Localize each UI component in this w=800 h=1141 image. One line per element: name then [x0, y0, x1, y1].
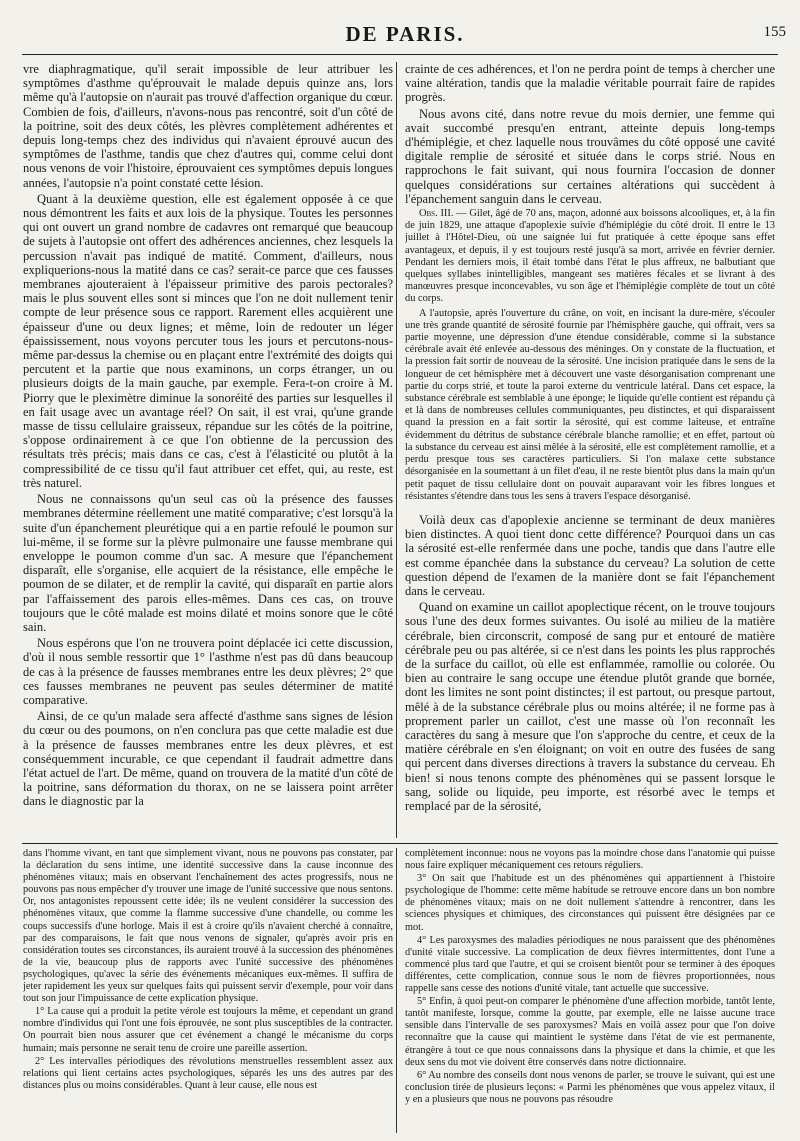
footnote-paragraph: 3° On sait que l'habitude est un des phénomènes qui appartiennent à l'histoire psychologique de l'homme: cette même habitude se retrouve encore dans un bon nombre de phénomènes vitaux; mais on ne doit nullement s'attendre à rencontrer, dans les sciences physiques et chimiques, des circonstances qui puissent être désignées par ce mot. [405, 873, 775, 933]
footnote-paragraph: complètement inconnue: nous ne voyons pas la moindre chose dans l'anatomie qui puisse nous faire expliquer mécaniquement ces retours réguliers. [405, 848, 775, 872]
paragraph: vre diaphragmatique, qu'il serait impossible de leur attribuer les symptômes d'asthme qu'éprouvait le malade depuis quinze ans, lors même qu'à l'autopsie on n'aurait pas trouvé d'affection organique du cœur. Combien de fois, d'ailleurs, n'avons-nous pas rencontré, soit d'un côté de la poitrine, soit des deux côtés, les plèvres complètement adhérentes et depuis long-temps chez des individus qui n'avaient éprouvé aucun des symptômes de l'asthme, tandis que chez d'autres qui, comme celui dont nous venons de voir l'histoire, éprouvaient ces symptômes depuis longues années, l'autopsie n'a point constaté cette lésion. [23, 62, 393, 190]
paragraph: Nous ne connaissons qu'un seul cas où la présence des fausses membranes détermine réellement une matité comparative; c'est lorsqu'à la suite d'un épanchement pleurétique qui a en partie refoulé le poumon sur lui-même, il se forme sur la plèvre pulmonaire une fausse membrane qui enveloppe le poumon comme d'un sac. A mesure que l'épanchement disparaît, elle s'organise, elle acquiert de la résistance, elle empêche le poumon de se dilater, et de remplir la cavité, qui disparaît en partie alors par l'affaissement des parois elles-mêmes. Dans ces cas, on trouve toujours que le côté malade est moins dilaté et moins sonore que le côté sain. [23, 492, 393, 634]
header-rule [22, 54, 778, 55]
footnote-rule [22, 843, 778, 844]
left-column [23, 62, 393, 842]
footnote-left-column [23, 848, 393, 1133]
footnote-divider [396, 848, 397, 1133]
column-divider [396, 62, 397, 838]
right-column [405, 62, 775, 842]
footnote-paragraph: 2° Les intervalles périodiques des révolutions menstruelles ressemblent assez aux relations qui lient certains actes psychologiques, séparés les uns des autres par des distances plus ou moins considérables. Quant à leur cause, elle nous est [23, 1055, 393, 1091]
paragraph: Quant à la deuxième question, elle est également opposée à ce que nous démontrent les faits et aux lois de la physique. Toutes les personnes qui ont ouvert un grand nombre de cadavres ont remarqué que beaucoup de sujets à l'autopsie ont offert des adhérences anciennes, chez lesquels la percussion n'avait pas indiqué de matité. Comment, d'ailleurs, nous expliquerions-nous la matité dans ce cas? serait-ce parce que ces fausses membranes ajouteraient à l'épaisseur primitive des parois pectorales? mais le plus souvent elles sont si minces que l'on ne doit nullement tenir compte de leur présence sous ce rapport. Rarement elles acquièrent une épaisseur d'une ou deux lignes; et même, loin de redouter un léger épaississement, nous voyons percuter tous les jours et percutons-nous-même par-dessus la chemise ou en plaçant entre l'extrémité des doigts qui percutent et la partie que nous examinons, un corps étranger, un ou plusieurs doigts de la main gauche, par exemple. Fera-t-on croire à M. Piorry que le pleximètre diminue la sonoréité des parties sur lesquelles il en fait usage avec un avantage réel? On sait, il est vrai, qu'une grande masse de tissu cellulaire graisseux, répandue sur les côtés de la poitrine, s'oppose ordinairement à ce que l'on obtienne de la percussion des résultats très précis; mais dans ce cas, c'est à l'élasticité ou plutôt à la compressibilité de ce tissu qu'il faut attribuer cet effet, qui, au reste, est très naturel. [23, 191, 393, 490]
page-number: 155 [763, 24, 786, 40]
page-header [20, 22, 790, 48]
footnote-paragraph: dans l'homme vivant, en tant que simplement vivant, nous ne pouvons pas constater, par la déclaration du sens intime, une identité successive dans la cause inconnue des phénomènes vitaux; mais en observant l'enchaînement des actes progressifs, nous ne pouvons pas nous empêcher d'y trouver une image de l'unité successive que nous sentons. Or, nos antagonistes repoussent cette idée; ils ne veulent considérer la succession des phénomènes vitaux, que comme la flamme successive d'une chandelle, ou comme les coups successifs d'une horloge. Mais il est à croire qu'ils n'avaient cherché à connaître, par des comparaisons, le fait que nous venons de signaler, qu'après avoir pris en considération toutes ses circonstances, ils auraient trouvé à la succession des phénomènes de la vie, beaucoup plus de rapports avec l'unité successive des phénomènes psychologiques, qu'avec la série des événements mécaniques eux-mêmes. Il suffira de jeter rapidement les yeux sur quelques faits qui puissent servir d'exemple, pour voir dans tout son jour l'impuissance de cette explication physique. [23, 848, 393, 1005]
page-title: DE PARIS. [345, 22, 465, 46]
footnote-paragraph: 1° La cause qui a produit la petite vérole est toujours la même, et cependant un grand nombre d'individus qui l'ont une fois éprouvée, ne sont plus susceptibles de la contracter. On pourrait bien nous assurer que cet événement a changé le mécanisme du corps humain; mais personne ne serait tenu de croire une pareille assertion. [23, 1006, 393, 1054]
paragraph: Voilà deux cas d'apoplexie ancienne se terminant de deux manières bien distinctes. A quoi tient donc cette différence? Pourquoi dans un cas la sérosité est-elle renfermée dans une poche, tandis que dans l'autre elle est comme épanchée dans la substance du cerveau? La solution de cette question dépend de l'examen de la manière dont se fait l'épanchement dans le cerveau. [405, 512, 775, 598]
footnote-paragraph: 4° Les paroxysmes des maladies périodiques ne nous paraissent que des phénomènes d'unité vitale successive. La complication de deux fièvres intermittentes, dont l'une a commencé plus tard que l'autre, et qui se croisent bientôt pour se terminer à des époques différentes, cette complication, connue sous le nom de fièvres proportionnées, nous rappelle sans cesse des notions d'unité vitale, tant actuelle que successive. [405, 934, 775, 995]
paragraph: Nous espérons que l'on ne trouvera point déplacée ici cette discussion, d'où il nous semble ressortir que 1° l'asthme n'est pas dû dans beaucoup de cas à la présence de fausses membranes entre les deux plèvres; 2° que ces fausses membranes ne peuvent pas seules déterminer de matité comparative. [23, 636, 393, 707]
paragraph: Ainsi, de ce qu'un malade sera affecté d'asthme sans signes de lésion du cœur ou des poumons, on n'en conclura pas que cette maladie est due à la présence de fausses membranes entre les deux plèvres, et est conséquemment incurable, ce que cependant il faudrait admettre dans l'état actuel de l'art. De même, quand on trouvera de la matité d'un côté de la poitrine, sans déformation du thorax, on ne se laissera point arrêter dans le diagnostic par la [23, 709, 393, 809]
observation-paragraph [405, 208, 775, 306]
observation-text: — Gilet, âgé de 70 ans, maçon, adonné aux boissons alcooliques, et, à la fin de juin 1829, une attaque d'apoplexie suivie d'hémiplégie du côté droit. Il entre le 13 juillet à l'Hôtel-Dieu, où une saignée lui fut pratiquée à cette époque sans effet avantageux, et depuis, il y est toujours resté jusqu'à sa mort, arrivée en février dernier. Pendant les derniers mois, il était tombé dans l'état le plus affreux, ne balbutiant que quelques syllabes inintelligibles, mangeant ses matières fécales et se livrant à des manœuvres presque inconcevables, vu son âge et l'hémiplégie complète de tout un côté du corps. [405, 208, 775, 305]
footnote-right-column [405, 848, 775, 1133]
paragraph: Quand on examine un caillot apoplectique récent, on le trouve toujours sous l'une des deux formes suivantes. Ou isolé au milieu de la matière cérébrale, bien circonscrit, composé de sang pur et entouré de matière cérébrale peu ou pas altérée, si ce n'est dans les points les plus rapprochés de la surface du caillot, où elle est enflammée, ramollie ou colorée. Ou bien au contraire le sang occupe une étendue plutôt grande que bornée, dont les limites ne sont point distinctes; il est partout, ou presque partout, mêlé à de la substance cérébrale plus ou moins altérée; il ne forme pas à proprement parler un caillot, c'est une masse où l'on reconnaît les caractères du sang à mesure que l'on s'approche du centre, et ceux de la matière cérébrale en s'en éloignant; on voit en outre des fusées de sang qui percent dans diverses directions à travers la substance du cerveau. Eh bien! si nous tenons compte des phénomènes qui se passent lorsque le sang, solide ou liquide, peu importe, est résorbé avec le temps et remplacé par de la sérosité, [405, 600, 775, 813]
paragraph: Nous avons cité, dans notre revue du mois dernier, une femme qui avait succombé presqu'en entrant, atteinte depuis long-temps d'hémiplégie, et chez laquelle nous trouvâmes du côté opposé une cavité digitale remplie de sérosité et située dans le corps strié. Nous en rapprochons le fait suivant, qui nous fournira l'occasion de donner quelques considérations sur certaines altérations qui succèdent à l'épanchement sanguin dans le cerveau. [405, 106, 775, 206]
footnote-paragraph: 5° Enfin, à quoi peut-on comparer le phénomène d'une affection morbide, tantôt lente, tantôt manifeste, lorsque, comme la goutte, par exemple, elle ne laisse aucune trace sensible dans l'intervalle de ses paroxysmes? Mais en voilà assez pour que l'on doive reconnaître que la cause qui maintient le système dans l'état de vie est permanente, étrangère à tout ce que nous connaissons dans la physique et dans la chimie, et que les deux sens du mot vie doivent être conservés dans notre dictionnaire. [405, 996, 775, 1068]
footnote-paragraph: 6° Au nombre des conseils dont nous venons de parler, se trouve le suivant, qui est une conclusion tirée de plusieurs leçons: « Parmi les phénomènes que vous appelez vitaux, il y en a plusieurs que nous ne pouvons pas résoudre [405, 1069, 775, 1105]
paragraph: A l'autopsie, après l'ouverture du crâne, on voit, en incisant la dure-mère, s'écouler une très grande quantité de sérosité fournie par l'hémisphère gauche, qui offrait, vers sa partie moyenne, une dépression d'une étendue considérable, comme si la substance cérébrale avait été enlevée au-dessous des méninges. On y constate de la fluctuation, et la pression fait sortir de nouveau de la sérosité. Une incision pratiquée dans le sens de la longueur de cet hémisphère met à découvert une vaste désorganisation comprenant une partie du corps strié, et toute la paroi externe du ventricule latéral. Dans cet espace, la substance cérébrale est semblable à une éponge; le liquide qu'elle contient est répandu çà et là dans de nombreuses cellules communiquantes, peu distinctes, et qui disparaissent quand la pression en a fait sortir la sérosité, qui est comme laiteuse, et entraîne évidemment du détritus de substance cérébrale blanche ramollie; et en effet, partout où la substance du cerveau est ainsi mêlée à la sérosité, elle est complètement ramollie, et a perdu presque tous ses caractères particuliers. Si l'on malaxe cette substance désorganisée en la soumettant à un filet d'eau, il ne reste bientôt plus dans la main qu'un petit paquet de tissu cellulaire dont on pouvait auparavant voir les fibres longues et résistantes s'étendre dans tous les sens à travers l'espace désorganisé. [405, 307, 775, 502]
observation-label: Obs. III. [419, 208, 454, 220]
paragraph: crainte de ces adhérences, et l'on ne perdra point de temps à chercher une vaine altération, tandis que la maladie véritable pourrait faire de rapides progrès. [405, 62, 775, 105]
